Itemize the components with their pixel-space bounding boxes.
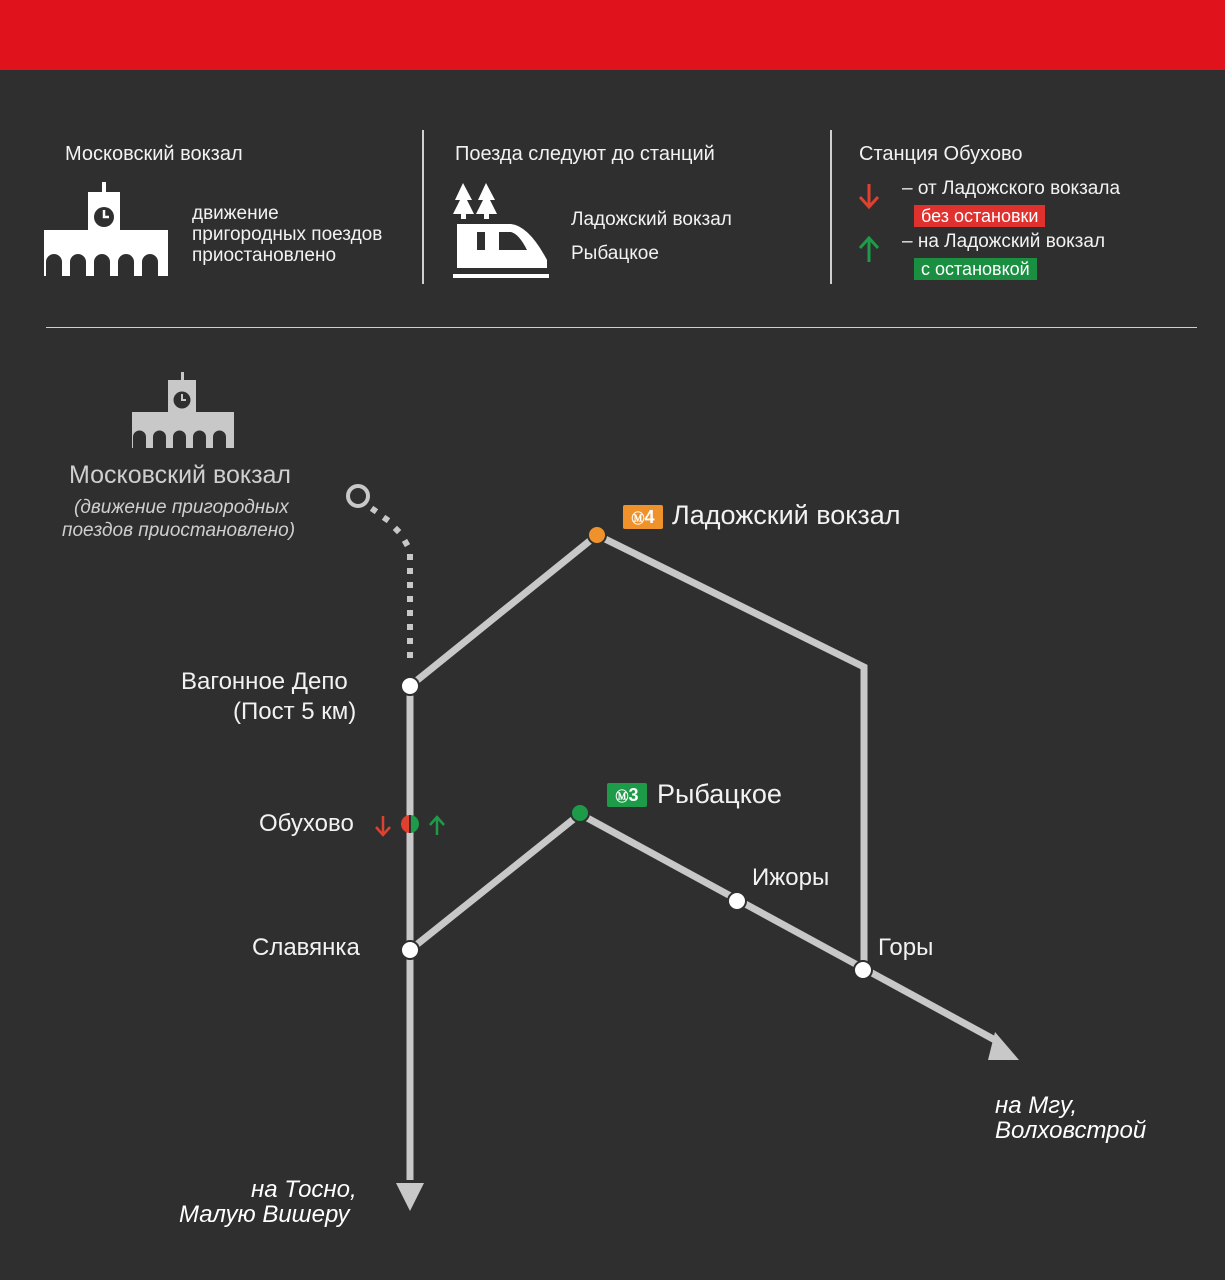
line-to-mga	[580, 814, 995, 1040]
line-depot-ladozhsky	[410, 535, 597, 686]
station-dot-slavyanka	[401, 941, 419, 959]
moscow-station-label: Московский вокзал	[69, 461, 292, 489]
legend-station-ladozhsky: Ладожский вокзал	[571, 209, 732, 230]
moscow-station-icon	[132, 372, 234, 448]
station-dot-depot	[401, 677, 419, 695]
moscow-note-1: (движение пригородных	[74, 497, 289, 518]
to-tosno-label-2: Малую Вишеру	[179, 1201, 350, 1228]
slavyanka-label: Славянка	[252, 934, 360, 961]
rail-lines	[410, 535, 995, 1180]
badge-with-stop: с остановкой	[914, 258, 1037, 280]
suspended-line	[348, 486, 413, 658]
to-tosno-label-1: на Тосно,	[251, 1176, 357, 1203]
legend-moscow-text-3: приостановлено	[192, 245, 337, 266]
depot-label-1: Вагонное Депо	[181, 668, 348, 695]
moscow-note-2: поездов приостановлено)	[62, 520, 296, 541]
station-dot-obukhovo	[401, 815, 419, 833]
gory-label: Горы	[878, 934, 934, 961]
depot-label-2: (Пост 5 км)	[233, 698, 357, 725]
legend-from-ladozhsky: – от Ладожского вокзала	[902, 178, 1121, 199]
ladozhsky-label: Ладожский вокзал	[672, 500, 901, 530]
metro-icon-line-4: Ⓜ4	[623, 505, 663, 529]
rybatskoe-label: Рыбацкое	[657, 779, 782, 809]
arrow-to-tosno-icon	[396, 1183, 424, 1211]
legend-moscow-text-2: пригородных поездов	[192, 224, 383, 245]
station-dot-rybatskoe	[571, 804, 589, 822]
legend-station-rybatskoe: Рыбацкое	[571, 243, 659, 264]
legend-moscow-title: Московский вокзал	[65, 143, 243, 165]
legend-trains-title: Поезда следуют до станций	[455, 143, 715, 165]
to-mga-label-1: на Мгу,	[995, 1092, 1078, 1119]
to-mga-label-2: Волховстрой	[995, 1117, 1147, 1144]
obukhovo-label: Обухово	[259, 810, 354, 837]
station-dot-gory	[854, 961, 872, 979]
izhory-label: Ижоры	[752, 864, 830, 891]
legend-obukhovo-title: Станция Обухово	[859, 143, 1023, 165]
obukhovo-down-arrow-icon	[376, 816, 390, 835]
metro-icon-line-3: Ⓜ3	[607, 783, 647, 807]
badge-no-stop: без остановки	[914, 205, 1045, 227]
legend-to-ladozhsky: – на Ладожский вокзал	[902, 231, 1106, 252]
obukhovo-up-arrow-icon	[430, 817, 444, 835]
line-slavyanka-rybatskoe	[410, 814, 580, 950]
station-dot-izhory	[728, 892, 746, 910]
station-dot-ladozhsky	[588, 526, 606, 544]
legend-moscow-text-1: движение	[192, 203, 279, 224]
